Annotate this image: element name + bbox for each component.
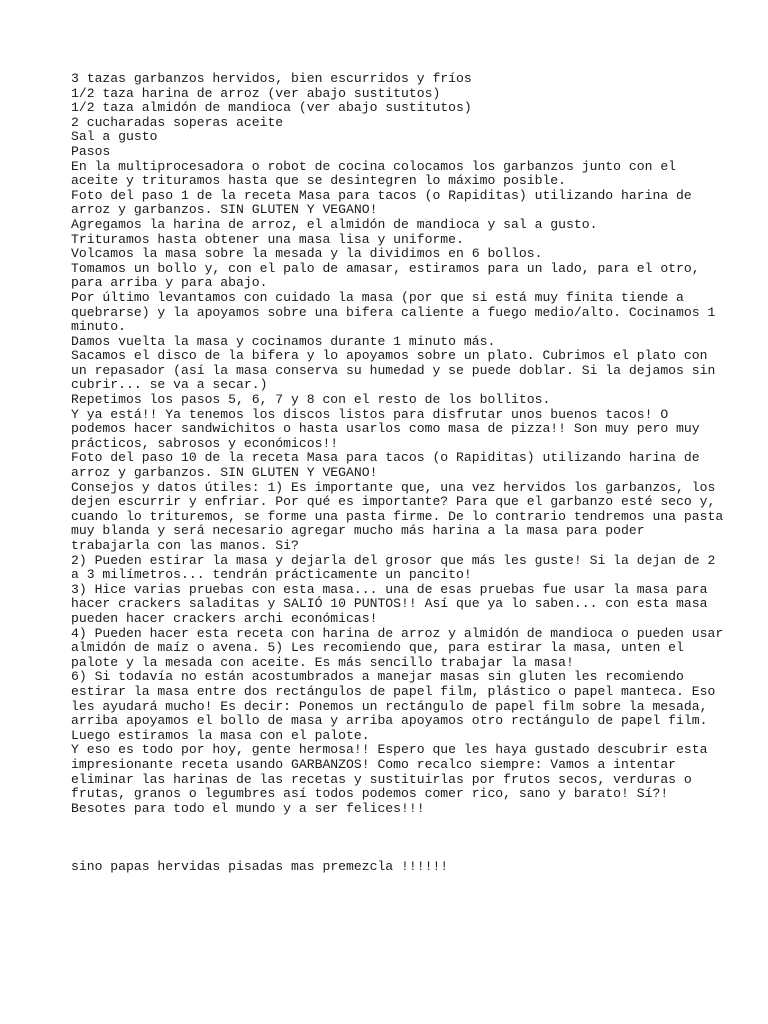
text-line: Repetimos los pasos 5, 6, 7 y 8 con el resto de los bollitos. bbox=[71, 392, 551, 408]
text-line: Pasos bbox=[71, 143, 111, 159]
text-line: dejen escurrir y enfriar. Por qué es importante? Para que el garbanzo esté seco y, bbox=[71, 494, 716, 510]
text-line: Trituramos hasta obtener una masa lisa y uniforme. bbox=[71, 231, 464, 247]
text-line: 2) Pueden estirar la masa y dejarla del grosor que más les guste! Si la dejan de 2 bbox=[71, 552, 716, 568]
text-line: 1/2 taza almidón de mandioca (ver abajo sustitutos) bbox=[71, 100, 472, 116]
footer-note: sino papas hervidas pisadas mas premezcla !!!!!! bbox=[71, 859, 449, 875]
text-line: Por último levantamos con cuidado la masa (por que si está muy finita tiende a bbox=[71, 289, 684, 305]
text-line: Agregamos la harina de arroz, el almidón de mandioca y sal a gusto. bbox=[71, 216, 598, 232]
text-line: Luego estiramos la masa con el palote. bbox=[71, 727, 370, 743]
text-line: cuando lo trituremos, se forme una pasta firme. De lo contrario tendremos una pasta bbox=[71, 508, 724, 524]
text-line: frutas, granos o legumbres así todos podemos comer rico, sano y barato! Sí?! bbox=[71, 786, 669, 802]
text-line: arroz y garbanzos. SIN GLUTEN Y VEGANO! bbox=[71, 202, 378, 218]
text-line: Sacamos el disco de la bifera y lo apoyamos sobre un plato. Cubrimos el plato con bbox=[71, 348, 708, 364]
text-line: estirar la masa entre dos rectángulos de papel film, plástico o papel manteca. Eso bbox=[71, 683, 716, 699]
text-line: Tomamos un bollo y, con el palo de amasar, estiramos para un lado, para el otro, bbox=[71, 260, 700, 276]
text-line: Y ya está!! Ya tenemos los discos listos para disfrutar unos buenos tacos! O bbox=[71, 406, 669, 422]
text-line: almidón de maíz o avena. 5) Les recomiendo que, para estirar la masa, unten el bbox=[71, 640, 684, 656]
text-line: minuto. bbox=[71, 319, 127, 335]
text-line: eliminar las harinas de las recetas y sustituirlas por frutos secos, verduras o bbox=[71, 771, 692, 787]
text-line: 2 cucharadas soperas aceite bbox=[71, 114, 284, 130]
text-line: Besotes para todo el mundo y a ser felices!!! bbox=[71, 800, 425, 816]
text-line: podemos hacer sandwichitos o hasta usarlos como masa de pizza!! Son muy pero muy bbox=[71, 421, 700, 437]
text-line: Volcamos la masa sobre la mesada y la dividimos en 6 bollos. bbox=[71, 246, 543, 262]
text-line: arriba apoyamos el bollo de masa y arriba apoyamos otro rectángulo de papel film. bbox=[71, 713, 708, 729]
text-line: impresionante receta usando GARBANZOS! Como recalco siempre: Vamos a intentar bbox=[71, 756, 677, 772]
text-line: cubrir... se va a secar.) bbox=[71, 377, 268, 393]
recipe-text-body bbox=[71, 71, 724, 816]
text-line: trabajarla con las manos. Si? bbox=[71, 538, 299, 553]
text-line: arroz y garbanzos. SIN GLUTEN Y VEGANO! bbox=[71, 465, 378, 481]
blank-gap bbox=[71, 816, 711, 860]
text-line: 4) Pueden hacer esta receta con harina de arroz y almidón de mandioca o pueden usar bbox=[71, 625, 724, 641]
text-line: Consejos y datos útiles: 1) Es importante que, una vez hervidos los garbanzos, los bbox=[71, 479, 716, 495]
text-line: quebrarse) y la apoyamos sobre una bifera caliente a fuego medio/alto. Cocinamos 1 bbox=[71, 304, 716, 320]
text-line: 3 tazas garbanzos hervidos, bien escurridos y fríos bbox=[71, 71, 472, 86]
text-line: prácticos, sabrosos y económicos!! bbox=[71, 435, 339, 451]
text-line: muy blanda y será necesario agregar mucho más harina a la masa para poder bbox=[71, 523, 645, 539]
text-line: Y eso es todo por hoy, gente hermosa!! Espero que les haya gustado descubrir esta bbox=[71, 742, 708, 758]
text-line: les ayudará mucho! Es decir: Ponemos un rectángulo de papel film sobre la mesada, bbox=[71, 698, 708, 714]
text-line: En la multiprocesadora o robot de cocina colocamos los garbanzos junto con el bbox=[71, 158, 677, 174]
text-line: 1/2 taza harina de arroz (ver abajo sustitutos) bbox=[71, 85, 441, 101]
text-line: para arriba y para abajo. bbox=[71, 275, 268, 291]
text-line: Sal a gusto bbox=[71, 129, 158, 145]
text-line: 3) Hice varias pruebas con esta masa... una de esas pruebas fue usar la masa para bbox=[71, 581, 708, 597]
text-line: 6) Si todavía no están acostumbrados a manejar masas sin gluten les recomiendo bbox=[71, 669, 684, 685]
text-line: un repasador (así la masa conserva su humedad y se puede doblar. Si la dejamos sin bbox=[71, 362, 716, 378]
text-line: a 3 milímetros... tendrán prácticamente un pancito! bbox=[71, 567, 472, 583]
text-line: aceite y trituramos hasta que se desintegren lo máximo posible. bbox=[71, 173, 567, 189]
text-line: Damos vuelta la masa y cocinamos durante 1 minuto más. bbox=[71, 333, 496, 349]
text-line: Foto del paso 10 de la receta Masa para tacos (o Rapiditas) utilizando harina de bbox=[71, 450, 700, 466]
text-line: pueden hacer crackers archi económicas! bbox=[71, 610, 378, 626]
text-line: palote y la mesada con aceite. Es más sencillo trabajar la masa! bbox=[71, 654, 574, 670]
text-line: hacer crackers saladitas y SALIÓ 10 PUNTOS!! Así que ya lo saben... con esta masa bbox=[71, 596, 708, 612]
document-page bbox=[71, 71, 724, 875]
text-line: Foto del paso 1 de la receta Masa para tacos (o Rapiditas) utilizando harina de bbox=[71, 187, 692, 203]
